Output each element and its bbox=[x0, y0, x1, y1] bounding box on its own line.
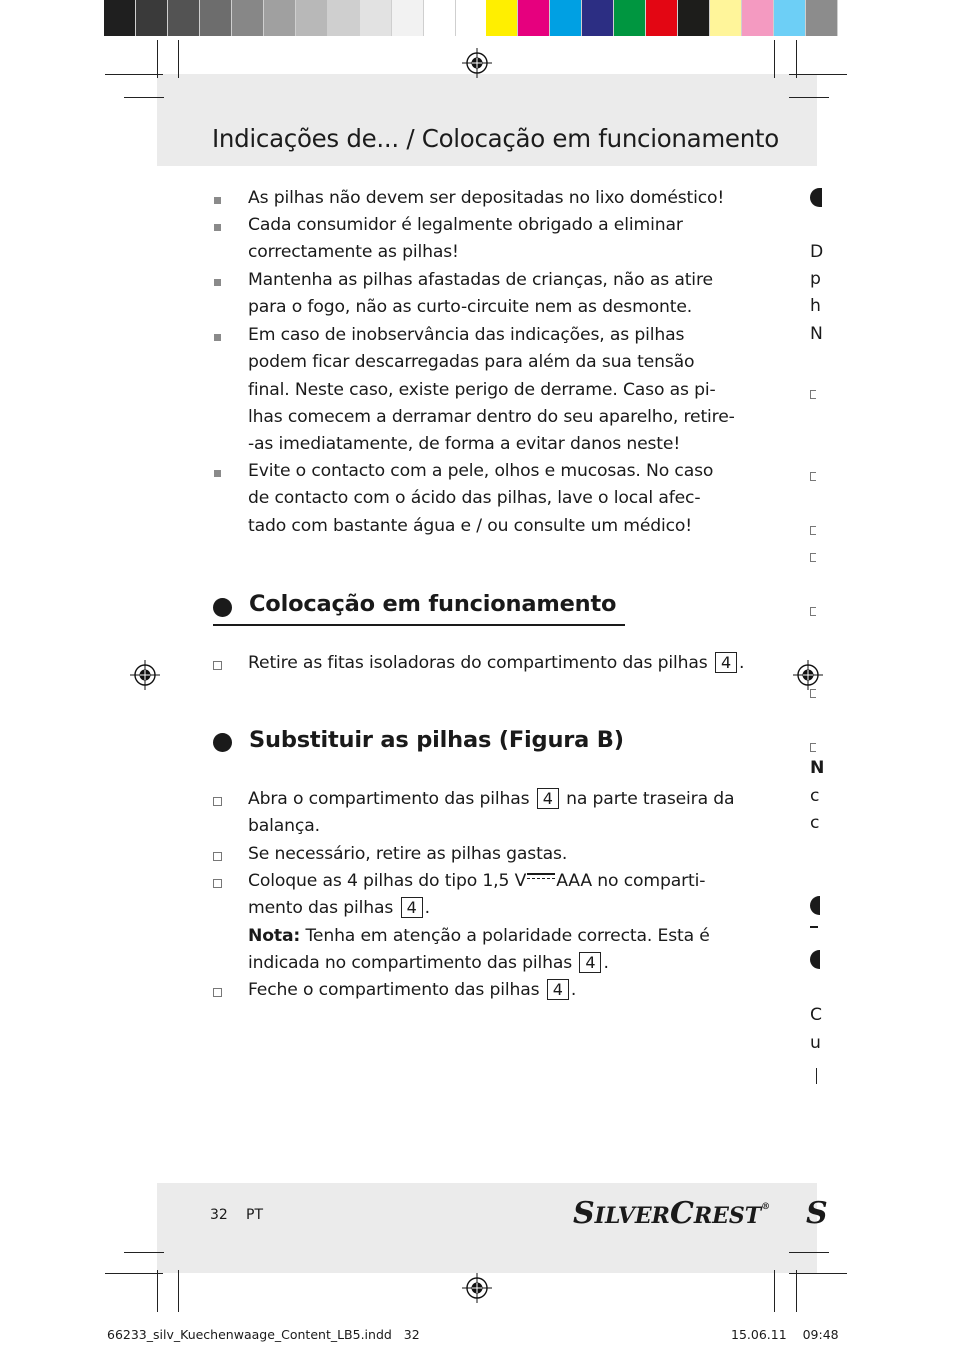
fragment-letter: h bbox=[810, 296, 821, 316]
page-number: 32 bbox=[210, 1207, 228, 1223]
square-bullet-icon bbox=[214, 197, 221, 204]
slug-file: 66233_silv_Kuechenwaage_Content_LB5.indd 32 bbox=[107, 1327, 420, 1342]
crop-mark bbox=[124, 1252, 164, 1253]
checkbox-bullet-icon bbox=[213, 988, 222, 997]
crop-mark bbox=[789, 1252, 829, 1253]
part-reference: 4 bbox=[715, 652, 737, 673]
color-swatch bbox=[550, 0, 582, 36]
fragment-letter: p bbox=[810, 269, 821, 289]
color-swatch bbox=[806, 0, 838, 36]
section-bullet-icon bbox=[213, 598, 232, 617]
fragment-letter: c bbox=[810, 813, 820, 833]
fragment-letter: u bbox=[810, 1033, 821, 1053]
section-bullet-icon bbox=[213, 733, 232, 752]
section-heading-batteries: Substituir as pilhas (Figura B) bbox=[249, 727, 624, 753]
list-item: Cada consumidor é legalmente obrigado a eliminar correctamente as pilhas! bbox=[248, 215, 683, 263]
crop-mark bbox=[796, 40, 797, 78]
crop-mark bbox=[774, 1270, 775, 1312]
crop-mark bbox=[105, 74, 163, 75]
note-label: Nota: bbox=[248, 925, 301, 946]
registration-mark-icon bbox=[462, 48, 492, 78]
color-swatch bbox=[296, 0, 328, 36]
color-swatch bbox=[742, 0, 774, 36]
crop-mark bbox=[178, 1270, 179, 1312]
part-reference: 4 bbox=[547, 979, 569, 1000]
part-reference: 4 bbox=[401, 897, 423, 918]
part-reference: 4 bbox=[537, 788, 559, 809]
fragment-letter: c bbox=[810, 786, 820, 806]
fragment-letter: C bbox=[810, 1005, 823, 1025]
section-bullet-icon bbox=[810, 950, 820, 969]
step-item: Se necessário, retire as pilhas gastas. bbox=[248, 844, 568, 864]
color-swatch bbox=[582, 0, 614, 36]
slug-timestamp: 15.06.11 09:48 bbox=[731, 1327, 839, 1342]
dc-symbol-icon bbox=[526, 870, 556, 884]
color-swatch bbox=[200, 0, 232, 36]
checkbox-bullet-icon bbox=[810, 526, 816, 535]
step-item: Abra o compartimento das pilhas 4 na parte traseira da balança. bbox=[248, 789, 735, 837]
checkbox-bullet-icon bbox=[213, 661, 222, 670]
heading-underline bbox=[213, 624, 625, 626]
fragment-letter: N bbox=[810, 758, 825, 778]
part-reference: 4 bbox=[579, 952, 601, 973]
crop-mark bbox=[774, 40, 775, 78]
language-code: PT bbox=[246, 1207, 263, 1223]
square-bullet-icon bbox=[214, 279, 221, 286]
color-swatch bbox=[518, 0, 550, 36]
color-swatch bbox=[392, 0, 424, 36]
silvercrest-logo: SILVERCREST® bbox=[573, 1196, 771, 1231]
crop-mark bbox=[105, 1273, 163, 1274]
crop-mark bbox=[178, 40, 179, 78]
crop-mark bbox=[789, 1273, 847, 1274]
checkbox-bullet-icon bbox=[810, 689, 816, 698]
color-swatch bbox=[168, 0, 200, 36]
color-swatch bbox=[678, 0, 710, 36]
crop-mark bbox=[124, 97, 164, 98]
fragment-letter: D bbox=[810, 242, 824, 262]
step-item: Feche o compartimento das pilhas 4 . bbox=[248, 980, 577, 1000]
crop-mark bbox=[157, 40, 158, 78]
color-swatch bbox=[104, 0, 136, 36]
checkbox-bullet-icon bbox=[810, 472, 816, 481]
list-item: Em caso de inobservância das indicações, as pilhas podem ficar descarregadas para além da sua tensão final. Neste caso, existe perigo de derrame. Caso as pi- lhas comecem a derramar dentro do seu aparelho, retire- -as imediatamente, de forma a evitar danos neste! bbox=[248, 325, 735, 455]
color-swatch bbox=[774, 0, 806, 36]
checkbox-bullet-icon bbox=[213, 797, 222, 806]
registration-mark-icon bbox=[793, 660, 823, 690]
crop-mark bbox=[789, 74, 847, 75]
checkbox-bullet-icon bbox=[810, 390, 816, 399]
square-bullet-icon bbox=[214, 334, 221, 341]
page-title: Indicações de... / Colocação em funcionamento bbox=[212, 124, 779, 153]
color-swatch bbox=[710, 0, 742, 36]
list-item: As pilhas não devem ser depositadas no lixo doméstico! bbox=[248, 188, 725, 208]
list-item: Mantenha as pilhas afastadas de crianças, não as atire para o fogo, não as curto-circuite nem as desmonte. bbox=[248, 270, 713, 318]
color-swatch bbox=[328, 0, 360, 36]
color-swatch bbox=[264, 0, 296, 36]
fragment-letter: N bbox=[810, 324, 823, 344]
crop-mark bbox=[157, 1270, 158, 1312]
list-item: Evite o contacto com a pele, olhos e mucosas. No caso de contacto com o ácido das pilhas, lave o local afec- tado com bastante água e / ou consulte um médico! bbox=[248, 461, 714, 536]
section-heading-start: Colocação em funcionamento bbox=[249, 591, 617, 617]
color-swatch bbox=[646, 0, 678, 36]
checkbox-bullet-icon bbox=[810, 743, 816, 752]
square-bullet-icon bbox=[214, 224, 221, 231]
fragment-stroke bbox=[816, 1068, 817, 1084]
color-swatch bbox=[136, 0, 168, 36]
silvercrest-logo-fragment: S bbox=[806, 1196, 828, 1231]
crop-mark bbox=[789, 97, 829, 98]
step-item: Retire as fitas isoladoras do compartimento das pilhas 4 . bbox=[248, 653, 745, 673]
section-bullet-icon bbox=[810, 896, 820, 915]
checkbox-bullet-icon bbox=[213, 879, 222, 888]
registration-mark-icon bbox=[462, 1273, 492, 1303]
color-calibration-bar bbox=[104, 0, 838, 36]
heading-underline bbox=[810, 926, 818, 928]
checkbox-bullet-icon bbox=[213, 852, 222, 861]
color-swatch bbox=[424, 0, 456, 36]
step-item: Coloque as 4 pilhas do tipo 1,5 V AAA no comparti- mento das pilhas 4 . Nota: Tenha em atenção a polaridade correcta. Esta é indicada no compartimento das pilhas 4 . bbox=[248, 871, 710, 973]
square-bullet-icon bbox=[214, 470, 221, 477]
color-swatch bbox=[232, 0, 264, 36]
color-swatch bbox=[360, 0, 392, 36]
color-swatch bbox=[614, 0, 646, 36]
checkbox-bullet-icon bbox=[810, 607, 816, 616]
registration-mark-icon bbox=[130, 660, 160, 690]
crop-mark bbox=[796, 1270, 797, 1312]
section-bullet-icon bbox=[810, 188, 822, 207]
color-swatch bbox=[486, 0, 518, 36]
checkbox-bullet-icon bbox=[810, 553, 816, 562]
